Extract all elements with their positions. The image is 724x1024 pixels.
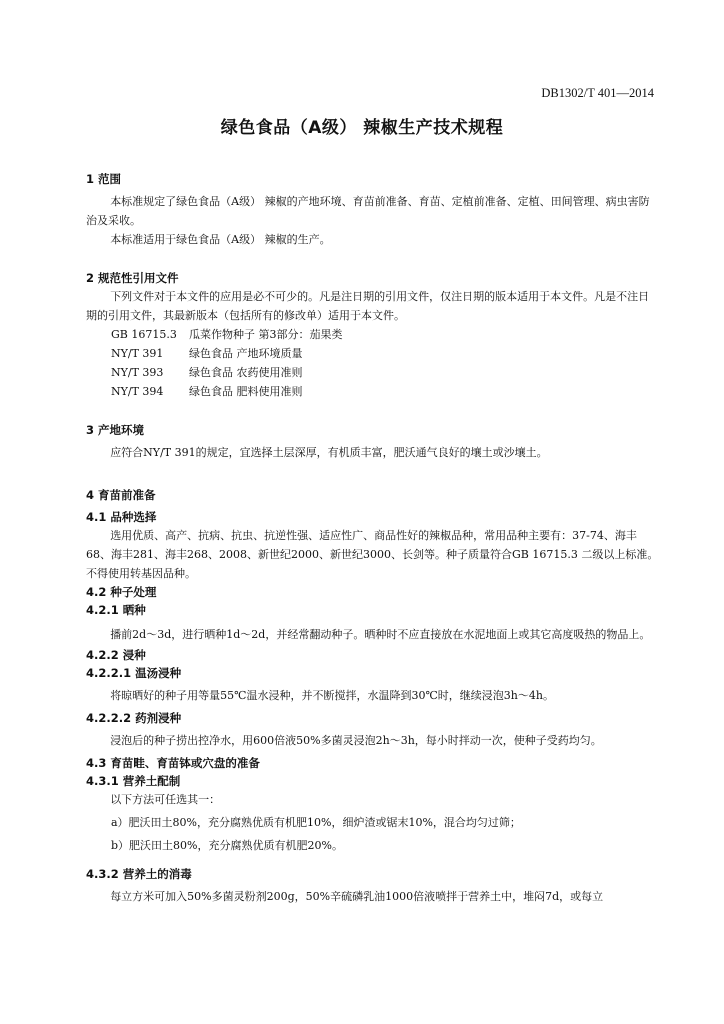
subsection-4-2-2-heading: 4.2.2 浸种	[86, 648, 146, 662]
subsection-4-3-1-heading: 4.3.1 营养土配制	[86, 774, 181, 788]
section-3-heading: 3 产地环境	[86, 423, 145, 437]
subsection-4-2-heading: 4.2 种子处理	[86, 585, 157, 599]
reference-code: NY/T 393	[111, 366, 164, 379]
section-1-paragraph-2: 本标准适用于绿色食品（A级） 辣椒的生产。	[110, 233, 331, 246]
subsection-4-2-1-paragraph: 播前2d～3d，进行晒种1d～2d，并经常翻动种子。晒种时不应直接放在水泥地面上或其它高度吸热的物品上。	[110, 628, 651, 641]
reference-code: NY/T 394	[111, 385, 164, 398]
document-body	[86, 170, 660, 906]
subsection-4-3-1-paragraph: 以下方法可任选其一：	[110, 793, 221, 806]
subsection-4-1-paragraph: 选用优质、高产、抗病、抗虫、抗逆性强、适应性广、商品性好的辣椒品种，常用品种主要有：37-74、海丰68、海丰281、海丰268、2008、新世纪2000、新世纪3000、长剑等。种子质量符合GB 16715.3 二级以上标准。不得使用转基因品种。	[86, 529, 659, 580]
reference-item	[86, 363, 660, 382]
subsection-4-2-2-1-heading: 4.2.2.1 温汤浸种	[86, 666, 182, 680]
subsection-4-2-2-2-heading: 4.2.2.2 药剂浸种	[86, 711, 182, 725]
section-1-heading: 1 范围	[86, 172, 122, 186]
subsection-4-2-2-1-paragraph: 将晾晒好的种子用等量55℃温水浸种，并不断搅拌，水温降到30℃时，继续浸泡3h～4h。	[110, 689, 554, 702]
document-title: 绿色食品（A级） 辣椒生产技术规程	[220, 118, 504, 138]
subsection-4-3-2-heading: 4.3.2 营养土的消毒	[86, 867, 192, 881]
reference-title: 瓜菜作物种子 第3部分：茄果类	[189, 328, 343, 341]
section-2-paragraph-1: 下列文件对于本文件的应用是必不可少的。凡是注日期的引用文件，仅注日期的版本适用于本文件。凡是不注日期的引用文件，其最新版本（包括所有的修改单）适用于本文件。	[86, 290, 650, 322]
subsection-4-3-1-option-a: a）肥沃田土80%，充分腐熟优质有机肥10%，细炉渣或锯末10%，混合均匀过筛；	[111, 816, 521, 829]
reference-item	[86, 344, 660, 363]
subsection-4-1-heading: 4.1 品种选择	[86, 510, 157, 524]
reference-title: 绿色食品 肥料使用准则	[189, 385, 303, 398]
reference-code: GB 16715.3	[111, 328, 177, 341]
subsection-4-2-2-2-paragraph: 浸泡后的种子捞出控净水，用600倍液50%多菌灵浸泡2h～3h，每小时拌动一次，使种子受药均匀。	[110, 734, 602, 747]
subsection-4-2-1-heading: 4.2.1 晒种	[86, 603, 146, 617]
standard-code: DB1302/T 401—2014	[541, 86, 654, 100]
section-3-paragraph-1: 应符合NY/T 391的规定，宜选择土层深厚，有机质丰富，肥沃通气良好的壤土或沙壤土。	[110, 446, 548, 459]
section-1-paragraph-1: 本标准规定了绿色食品（A级） 辣椒的产地环境、育苗前准备、育苗、定植前准备、定植、田间管理、病虫害防治及采收。	[86, 195, 650, 227]
reference-code: NY/T 391	[111, 347, 164, 360]
section-2-heading: 2 规范性引用文件	[86, 271, 179, 285]
section-4-heading: 4 育苗前准备	[86, 488, 156, 502]
subsection-4-3-1-option-b: b）肥沃田土80%，充分腐熟优质有机肥20%。	[111, 839, 343, 852]
reference-item	[86, 325, 660, 344]
reference-title: 绿色食品 农药使用准则	[189, 366, 303, 379]
reference-title: 绿色食品 产地环境质量	[189, 347, 303, 360]
subsection-4-3-2-paragraph: 每立方米可加入50%多菌灵粉剂200g，50%辛硫磷乳油1000倍液喷拌于营养土中，堆闷7d，或每立	[110, 890, 604, 903]
subsection-4-3-heading: 4.3 育苗畦、育苗钵或穴盘的准备	[86, 756, 260, 770]
reference-item	[86, 382, 660, 401]
